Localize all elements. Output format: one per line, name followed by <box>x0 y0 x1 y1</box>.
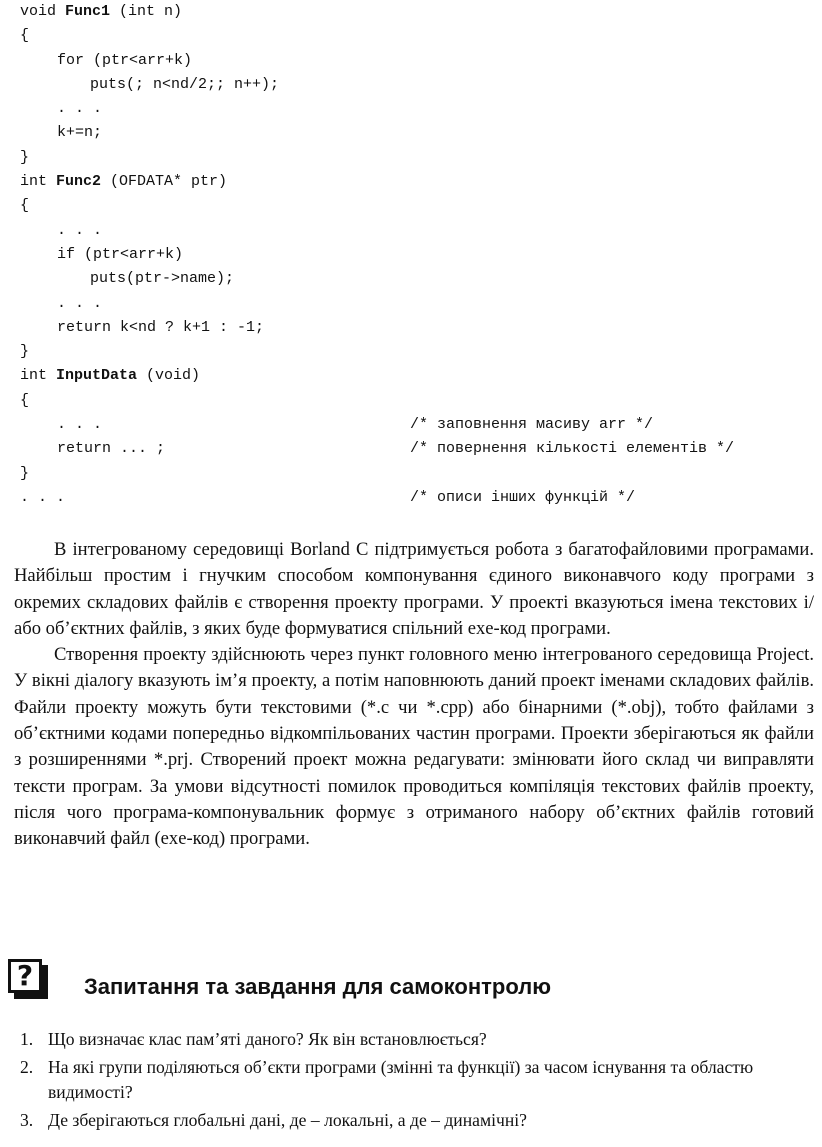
item-number: 3. <box>20 1110 34 1130</box>
paragraph: Створення проекту здійснюють через пункт головного меню інтегрованого середовища Project. У вікні діалогу вказують ім’я проекту, а потім наповнюють даний проект іменами складових файлів. Файли проекту можуть бути текстовими (*.c чи *.cpp) або бінарними (*.obj), тобто файлами з об’єктними кодами попередньо відкомпільованих частин програми. Проекти зберігаються як файли з розширеннями *.prj. Створений проект можна редагувати: змінювати його склад чи виправляти тексти програм. За умови відсутності помилок проводиться компіляція текстових файлів проекту, після чого програма-компонувальник формує з отриманого набору об’єктних файлів готовий виконавчий файл (exe-код) програми. <box>14 644 814 850</box>
paragraph: В інтегрованому середовищі Borland C підтримується робота з багатофайловими програмами. Найбільш простим і гнучким способом компонування єдиного виконавчого коду програми з окремих складових файлів є створення проекту програми. У проекті вказуються імена текстових і/або об’єктних файлів, з яких буде формуватися спільний exe-код програми. <box>14 539 814 639</box>
code-line <box>20 121 810 145</box>
body-text <box>14 537 814 853</box>
question-icon-symbol: ? <box>16 959 34 992</box>
code-line <box>20 170 810 194</box>
code-text: { <box>20 391 30 409</box>
item-text: Що визначає клас пам’яті даного? Як він встановлюється? <box>48 1029 487 1049</box>
list-item <box>20 1055 815 1105</box>
code-line <box>20 24 810 48</box>
function-name: InputData <box>56 367 138 385</box>
code-text: } <box>20 343 30 361</box>
code-text: puts(; n<nd/2;; n++); <box>90 75 280 93</box>
function-name: Func1 <box>65 3 111 20</box>
item-text: На які групи поділяються об’єкти програми (змінні та функції) за часом існування та областю видимості? <box>48 1057 754 1102</box>
code-comment: /* заповнення масиву arr */ <box>410 416 654 434</box>
code-listing <box>20 0 810 510</box>
code-text: . . . <box>57 221 103 239</box>
code-line <box>20 389 810 413</box>
code-text: puts(ptr->name); <box>90 270 235 288</box>
code-text: { <box>20 27 30 45</box>
code-text: . . . <box>57 416 103 434</box>
code-text: int InputData (void) <box>20 367 201 385</box>
item-number: 2. <box>20 1057 34 1077</box>
code-text: . . . <box>20 488 66 506</box>
code-line <box>20 219 810 243</box>
code-text: int Func2 (OFDATA* ptr) <box>20 173 228 191</box>
item-number: 1. <box>20 1029 34 1049</box>
code-line <box>20 413 810 437</box>
code-text: { <box>20 197 30 215</box>
code-text: } <box>20 148 30 166</box>
code-text: for (ptr<arr+k) <box>57 51 193 69</box>
code-text: . . . <box>57 294 103 312</box>
code-text: } <box>20 464 30 482</box>
code-text: return ... ; <box>57 440 166 458</box>
code-comment: /* повернення кількості елементів */ <box>410 440 735 458</box>
list-item <box>20 1027 815 1052</box>
item-text: Де зберігаються глобальні дані, де – локальні, а де – динамічні? <box>48 1110 527 1130</box>
question-list <box>20 1027 815 1136</box>
code-line <box>20 0 810 24</box>
code-text: if (ptr<arr+k) <box>57 245 184 263</box>
code-line <box>20 49 810 73</box>
code-line <box>20 462 810 486</box>
code-text: k+=n; <box>57 124 103 142</box>
code-line <box>20 340 810 364</box>
code-line <box>20 292 810 316</box>
function-name: Func2 <box>56 173 102 191</box>
question-icon <box>8 959 42 993</box>
code-comment: /* описи інших функцій */ <box>410 488 636 506</box>
code-line <box>20 486 810 510</box>
self-check-heading <box>8 955 808 1005</box>
code-line <box>20 97 810 121</box>
code-line <box>20 194 810 218</box>
code-line <box>20 316 810 340</box>
code-line <box>20 243 810 267</box>
code-text: . . . <box>57 100 103 118</box>
code-text: void Func1 (int n) <box>20 3 183 20</box>
code-line <box>20 437 810 461</box>
code-line <box>20 146 810 170</box>
code-text: return k<nd ? k+1 : -1; <box>57 318 265 336</box>
code-line <box>20 73 810 97</box>
code-line <box>20 364 810 388</box>
code-line <box>20 267 810 291</box>
list-item <box>20 1108 815 1133</box>
section-title: Запитання та завдання для самоконтролю <box>84 974 551 999</box>
